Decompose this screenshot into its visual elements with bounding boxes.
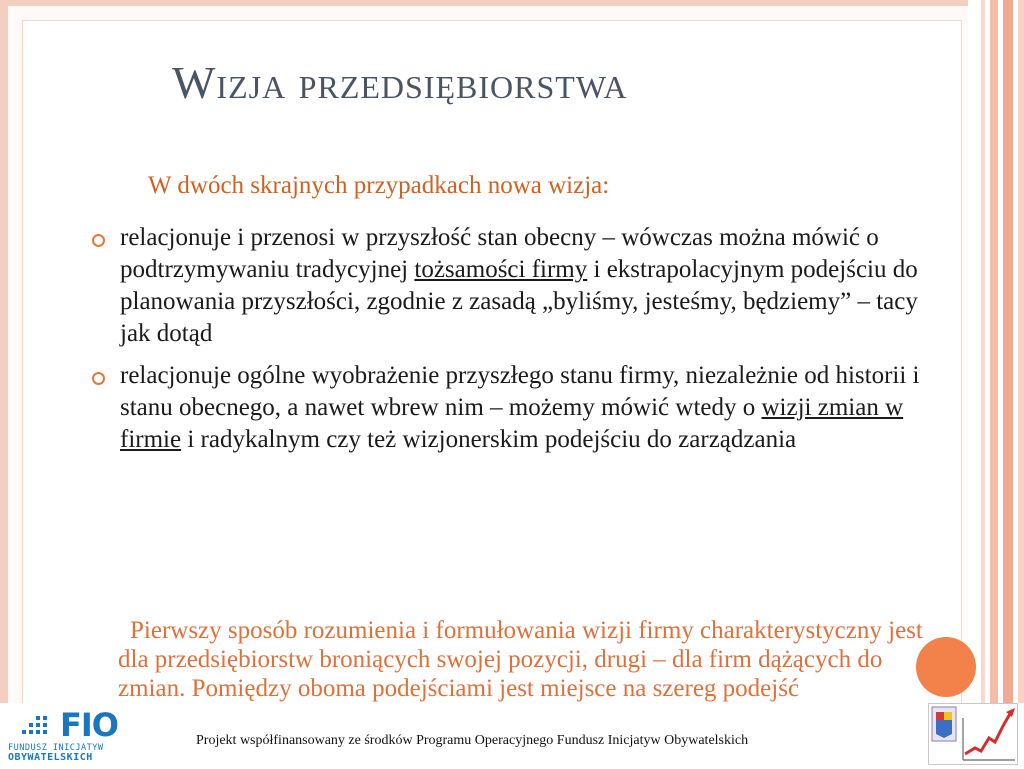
growth-chart-icon <box>929 704 1017 764</box>
footer-text: Projekt współfinansowany ze środków Programu Operacyjnego Fundusz Inicjatyw Obywatelskich <box>196 733 749 748</box>
slide-note: Pierwszy sposób rozumienia i formułowania wizji firmy charakterystyczny jest dla przedsiębiorstw broniących swojej pozycji, drugi – dla firm dążących do zmian. Pomiędzy oboma podejściami jest miejsce na szereg podejść <box>118 617 923 702</box>
bullet-item-1 <box>92 222 942 350</box>
slide-title: Wizja przedsiębiorstwa <box>172 57 628 108</box>
stripe <box>981 0 985 768</box>
underlined-term: wizji zmian w firmie <box>120 394 904 453</box>
fio-logo-name: FIO <box>60 706 118 744</box>
bullet-text: i radykalnym czy też wizjonerskim podejściu do zarządzania <box>181 426 797 453</box>
fio-logo <box>6 706 126 764</box>
stripe <box>990 0 998 768</box>
stripe <box>1003 0 1013 768</box>
stripe <box>1018 0 1024 768</box>
slide-intro: W dwóch skrajnych przypadkach nowa wizja: <box>148 172 610 199</box>
bullet-list <box>92 222 942 466</box>
bullet-text: i ekstrapolacyjnym podejściu do planowania przyszłości, zgodnie z zasadą „byliśmy, jesteśmy, będziemy” – tacy jak dotąd <box>120 256 918 347</box>
bullet-text: relacjonuje ogólne wyobrażenie przyszłego stanu firmy, niezależnie od historii i stanu obecnego, a nawet wbrew nim – możemy mówić wtedy o <box>120 362 920 421</box>
bullet-item-2 <box>92 360 942 456</box>
fio-logo-line1: FUNDUSZ INICJATYW <box>8 743 104 753</box>
bullet-text: relacjonuje i przenosi w przyszłość stan obecny – wówczas można mówić o podtrzymywaniu tradycyjnej <box>120 224 879 283</box>
decorative-circle <box>916 637 976 697</box>
bullet-circle-icon <box>92 234 105 247</box>
decorative-stripes <box>968 0 1024 768</box>
underlined-term: tożsamości firmy <box>414 256 588 283</box>
growth-chart-logo <box>928 703 1018 765</box>
fio-logo-line2: OBYWATELSKICH <box>8 752 93 763</box>
bullet-circle-icon <box>92 372 105 385</box>
fio-logo-subtitle <box>8 744 104 762</box>
fio-dots-icon <box>20 712 54 738</box>
